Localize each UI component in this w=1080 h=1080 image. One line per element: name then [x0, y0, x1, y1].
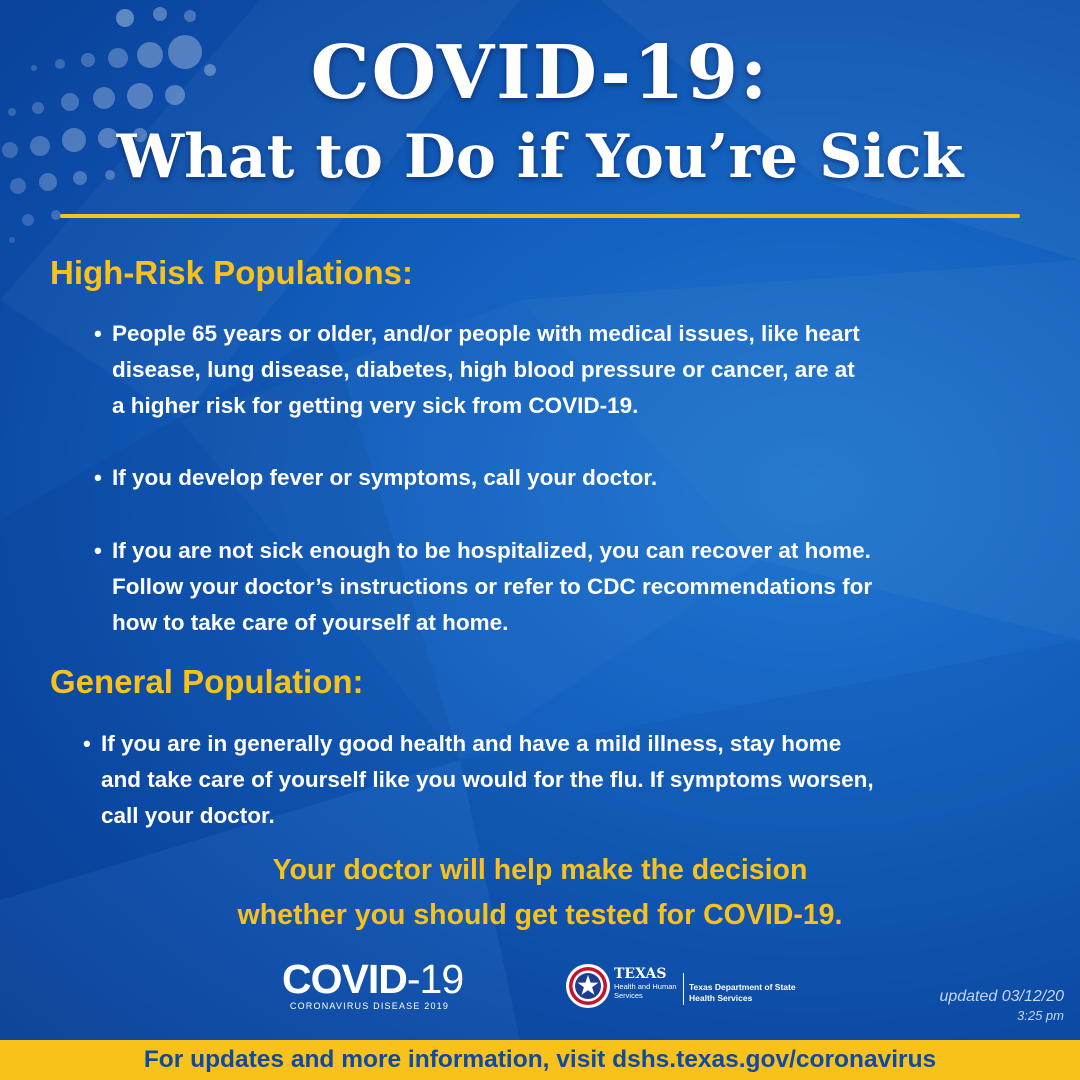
bullet-dot-icon: • — [94, 465, 102, 490]
high-risk-bullet — [94, 460, 1012, 496]
bullet-line: If you are not sick enough to be hospitalized, you can recover at home. — [112, 538, 871, 563]
footer-banner: For updates and more information, visit dshs.texas.gov/coronavirus — [0, 1040, 1080, 1080]
covid19-logo — [282, 956, 464, 1012]
dshs-text: Texas Department of State Health Services — [689, 982, 796, 1003]
bullet-line: Follow your doctor’s instructions or refer to CDC recommendations for — [112, 574, 873, 599]
texas-hhs-logo — [565, 963, 805, 1011]
hhs-text: TEXAS Health and Human Services — [614, 966, 677, 1000]
bullet-dot-icon: • — [94, 538, 102, 563]
bullet-line: call your doctor. — [101, 803, 275, 828]
general-population-bullet — [83, 726, 1021, 834]
general-population-heading: General Population: — [50, 663, 364, 700]
bullet-line: and take care of yourself like you would for the flu. If symptoms worsen, — [101, 767, 874, 792]
covid19-wordmark: COVID-19 — [282, 956, 464, 1002]
bullet-line: disease, lung disease, diabetes, high blood pressure or cancer, are at — [112, 357, 855, 382]
title-divider — [60, 214, 1020, 218]
callout-line: whether you should get tested for COVID-19. — [237, 899, 843, 931]
page-subtitle: What to Do if You’re Sick — [116, 122, 964, 192]
bullet-line: People 65 years or older, and/or people with medical issues, like heart — [112, 321, 860, 346]
callout-line: Your doctor will help make the decision — [272, 854, 808, 886]
high-risk-heading: High-Risk Populations: — [50, 254, 413, 291]
bullet-dot-icon: • — [83, 731, 91, 756]
bullet-line: If you are in generally good health and have a mild illness, stay home — [101, 731, 842, 756]
texas-seal-icon — [565, 963, 611, 1009]
bullet-dot-icon: • — [94, 321, 102, 346]
bullet-line: how to take care of yourself at home. — [112, 610, 509, 635]
logo-divider — [683, 973, 684, 1005]
covid19-subtitle: CORONAVIRUS DISEASE 2019 — [289, 1001, 450, 1011]
doctor-callout — [0, 848, 1080, 938]
high-risk-bullet — [94, 316, 1012, 424]
high-risk-bullet — [94, 533, 1012, 641]
updated-timestamp: updated 03/12/20 3:25 pm — [939, 988, 1064, 1023]
bullet-line: If you develop fever or symptoms, call your doctor. — [112, 465, 658, 490]
bullet-line: a higher risk for getting very sick from COVID-19. — [112, 393, 639, 418]
page-title: COVID-19: — [310, 30, 770, 116]
